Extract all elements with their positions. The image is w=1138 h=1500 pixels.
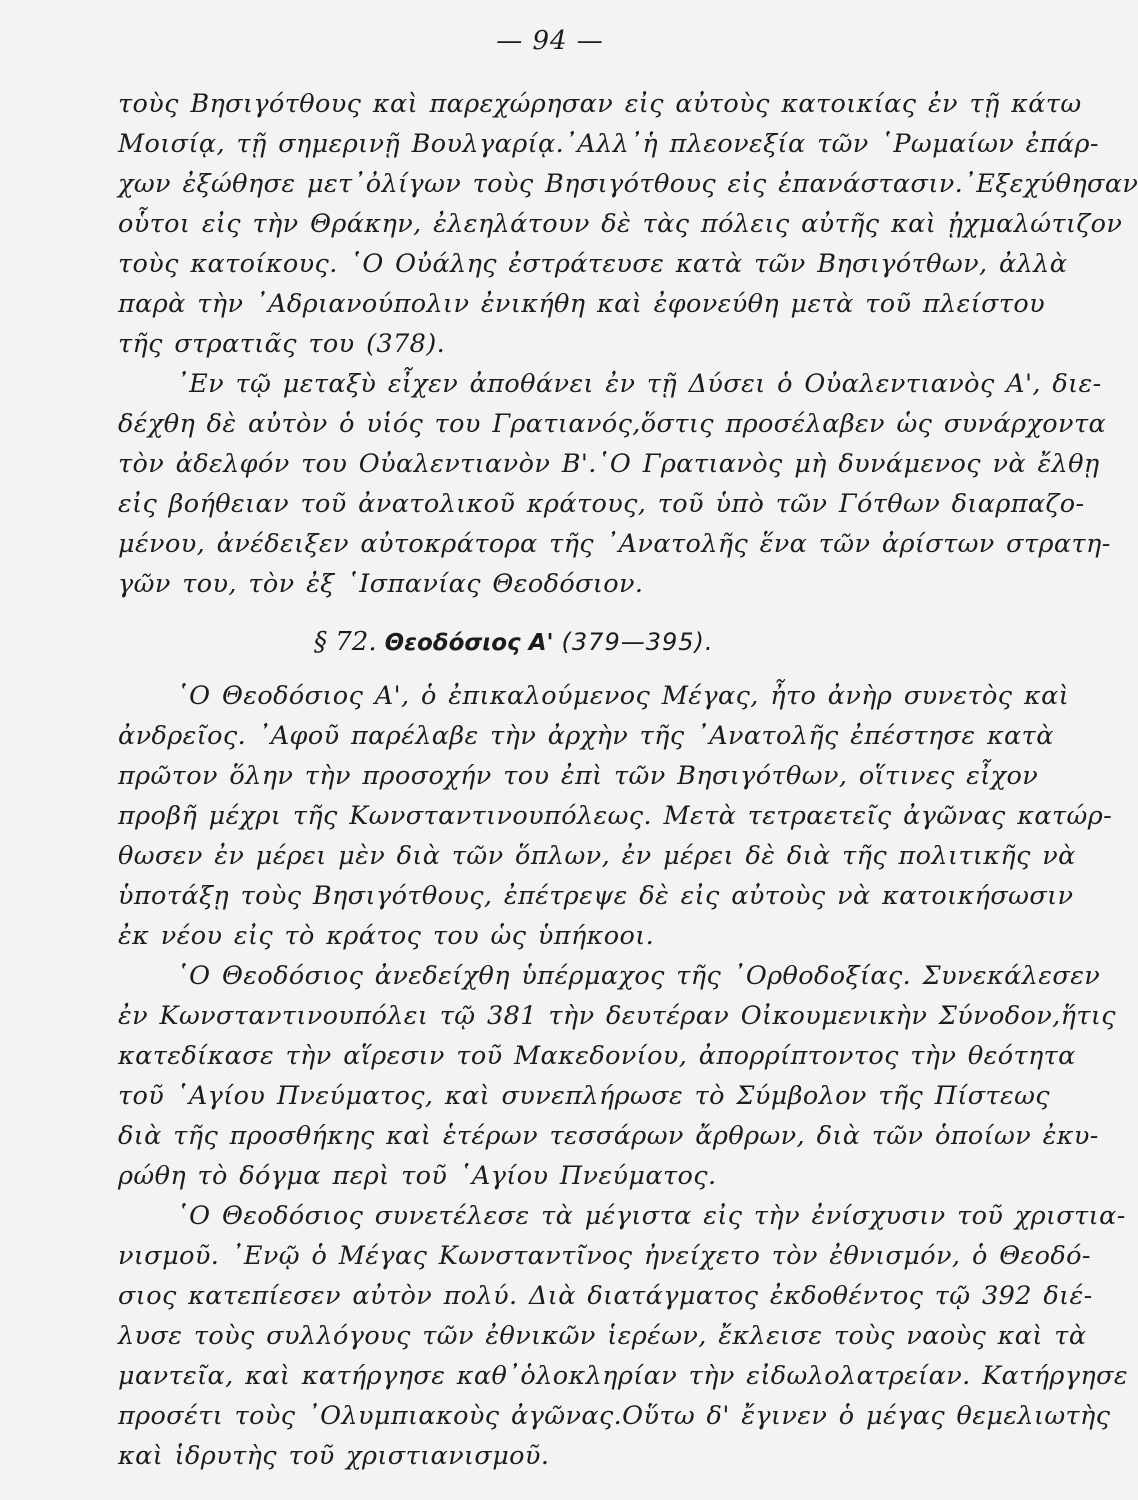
text-line: δέχθη δὲ αὐτὸν ὁ υἱός του Γρατιανός,ὅστις προσέλαβεν ὡς συνάρχοντα xyxy=(118,409,1107,439)
text-line: ᾿Εν τῷ μεταξὺ εἶχεν ἀποθάνει ἐν τῇ Δύσει ὁ Οὐαλεντιανὸς Α', διε- xyxy=(176,369,1102,399)
text-line: διὰ τῆς προσθήκης καὶ ἑτέρων τεσσάρων ἄρθρων, διὰ τῶν ὁποίων ἐκυ- xyxy=(118,1121,1099,1151)
text-line: ὑποτάξῃ τοὺς Βησιγότθους, ἐπέτρεψε δὲ εἰς αὐτοὺς νὰ κατοικήσωσιν xyxy=(118,881,1074,911)
text-line: Μοισίᾳ, τῇ σημερινῇ Βουλγαρίᾳ.᾿Αλλ᾿ἡ πλεονεξία τῶν ῾Ρωμαίων ἐπάρ- xyxy=(118,129,1099,159)
text-line: σιος κατεπίεσεν αὐτὸν πολύ. Διὰ διατάγματος ἐκδοθέντος τῷ 392 διέ- xyxy=(118,1281,1093,1311)
text-line: καὶ ἱδρυτὴς τοῦ χριστιανισμοῦ. xyxy=(118,1441,550,1471)
paragraph-visigoths xyxy=(118,84,1138,364)
text-line: ῾Ο Θεοδόσιος ἀνεδείχθη ὑπέρμαχος τῆς ᾿Ορθοδοξίας. Συνεκάλεσεν xyxy=(176,961,1101,991)
text-line: προβῆ μέχρι τῆς Κωνσταντινουπόλεως. Μετὰ τετραετεῖς ἀγῶνας κατώρ- xyxy=(118,801,1113,831)
text-line: νισμοῦ. ᾿Ενῷ ὁ Μέγας Κωνσταντῖνος ἠνείχετο τὸν ἐθνισμόν, ὁ Θεοδό- xyxy=(118,1241,1091,1271)
text-line: τοὺς Βησιγότθους καὶ παρεχώρησαν εἰς αὐτοὺς κατοικίας ἐν τῇ κάτω xyxy=(118,89,1082,119)
text-line: ρώθη τὸ δόγμα περὶ τοῦ ῾Αγίου Πνεύματος. xyxy=(118,1161,717,1191)
text-line: ἐκ νέου εἰς τὸ κράτος του ὡς ὑπήκοοι. xyxy=(118,921,655,951)
text-line: παρὰ τὴν ᾿Αδριανούπολιν ἐνικήθη καὶ ἐφονεύθη μετὰ τοῦ πλείστου xyxy=(118,289,1046,319)
text-line: χων ἐξώθησε μετ᾿ὀλίγων τοὺς Βησιγότθους εἰς ἐπανάστασιν.᾿Εξεχύθησαν xyxy=(118,169,1138,199)
text-line: μένου, ἀνέδειξεν αὐτοκράτορα τῆς ᾿Ανατολῆς ἕνα τῶν ἀρίστων στρατη- xyxy=(118,529,1111,559)
paragraph-orthodoxy xyxy=(118,956,1116,1196)
text-line: θωσεν ἐν μέρει μὲν διὰ τῶν ὅπλων, ἐν μέρει δὲ διὰ τῆς πολιτικῆς νὰ xyxy=(118,841,1076,871)
text-line: ἐν Κωνσταντινουπόλει τῷ 381 τὴν δευτέραν Οἰκουμενικὴν Σύνοδον,ἥτις xyxy=(118,1001,1116,1031)
text-line: μαντεῖα, καὶ κατήργησε καθ᾿ὁλοκληρίαν τὴν εἰδωλολατρείαν. Κατήργησε xyxy=(118,1361,1128,1391)
text-line: ῾Ο Θεοδόσιος συνετέλεσε τὰ μέγιστα εἰς τὴν ἐνίσχυσιν τοῦ χριστια- xyxy=(176,1201,1126,1231)
text-line: οὗτοι εἰς τὴν Θράκην, ἐλεηλάτουν δὲ τὰς πόλεις αὐτῆς καὶ ᾐχμαλώτιζον xyxy=(118,209,1123,239)
text-line: γῶν του, τὸν ἐξ ῾Ισπανίας Θεοδόσιον. xyxy=(118,569,644,599)
text-line: ἀνδρεῖος. ᾿Αφοῦ παρέλαβε τὴν ἀρχὴν τῆς ᾿Ανατολῆς ἐπέστησε κατὰ xyxy=(118,721,1054,751)
page-number: — 94 — xyxy=(496,26,604,56)
text-line: πρῶτον ὅλην τὴν προσοχήν του ἐπὶ τῶν Βησιγότθων, οἵτινες εἶχον xyxy=(118,761,1039,791)
text-line: τοὺς κατοίκους. ῾Ο Οὐάλης ἐστράτευσε κατὰ τῶν Βησιγότθων, ἀλλὰ xyxy=(118,249,1068,279)
paragraph-christianity xyxy=(118,1196,1128,1476)
text-line: τὸν ἀδελφόν του Οὐαλεντιανὸν Β'.῾Ο Γρατιανὸς μὴ δυνάμενος νὰ ἔλθῃ xyxy=(118,449,1100,479)
paragraph-gratian xyxy=(118,364,1111,604)
section-title: Θεοδόσιος Α' xyxy=(384,630,554,656)
text-line: ῾Ο Θεοδόσιος Α', ὁ ἐπικαλούμενος Μέγας, ἦτο ἀνὴρ συνετὸς καὶ xyxy=(176,681,1070,711)
text-line: κατεδίκασε τὴν αἵρεσιν τοῦ Μακεδονίου, ἀπορρίπτοντος τὴν θεότητα xyxy=(118,1041,1076,1071)
text-line: προσέτι τοὺς ᾿Ολυμπιακοὺς ἀγῶνας.Οὕτω δ' ἔγινεν ὁ μέγας θεμελιωτὴς xyxy=(118,1401,1111,1431)
text-line: τοῦ ῾Αγίου Πνεύματος, καὶ συνεπλήρωσε τὸ Σύμβολον τῆς Πίστεως xyxy=(118,1081,1050,1111)
text-line: τῆς στρατιᾶς του (378). xyxy=(118,329,446,359)
text-line: εἰς βοήθειαν τοῦ ἀνατολικοῦ κράτους, τοῦ ὑπὸ τῶν Γότθων διαρπαζο- xyxy=(118,489,1085,519)
section-heading xyxy=(118,622,987,662)
text-line: λυσε τοὺς συλλόγους τῶν ἐθνικῶν ἱερέων, ἔκλεισε τοὺς ναοὺς καὶ τὰ xyxy=(118,1321,1087,1351)
section-number: § 72. xyxy=(314,627,377,657)
paragraph-theodosius-intro xyxy=(118,676,1113,956)
section-years: (379—395). xyxy=(561,628,714,656)
page-text xyxy=(118,84,1138,1476)
